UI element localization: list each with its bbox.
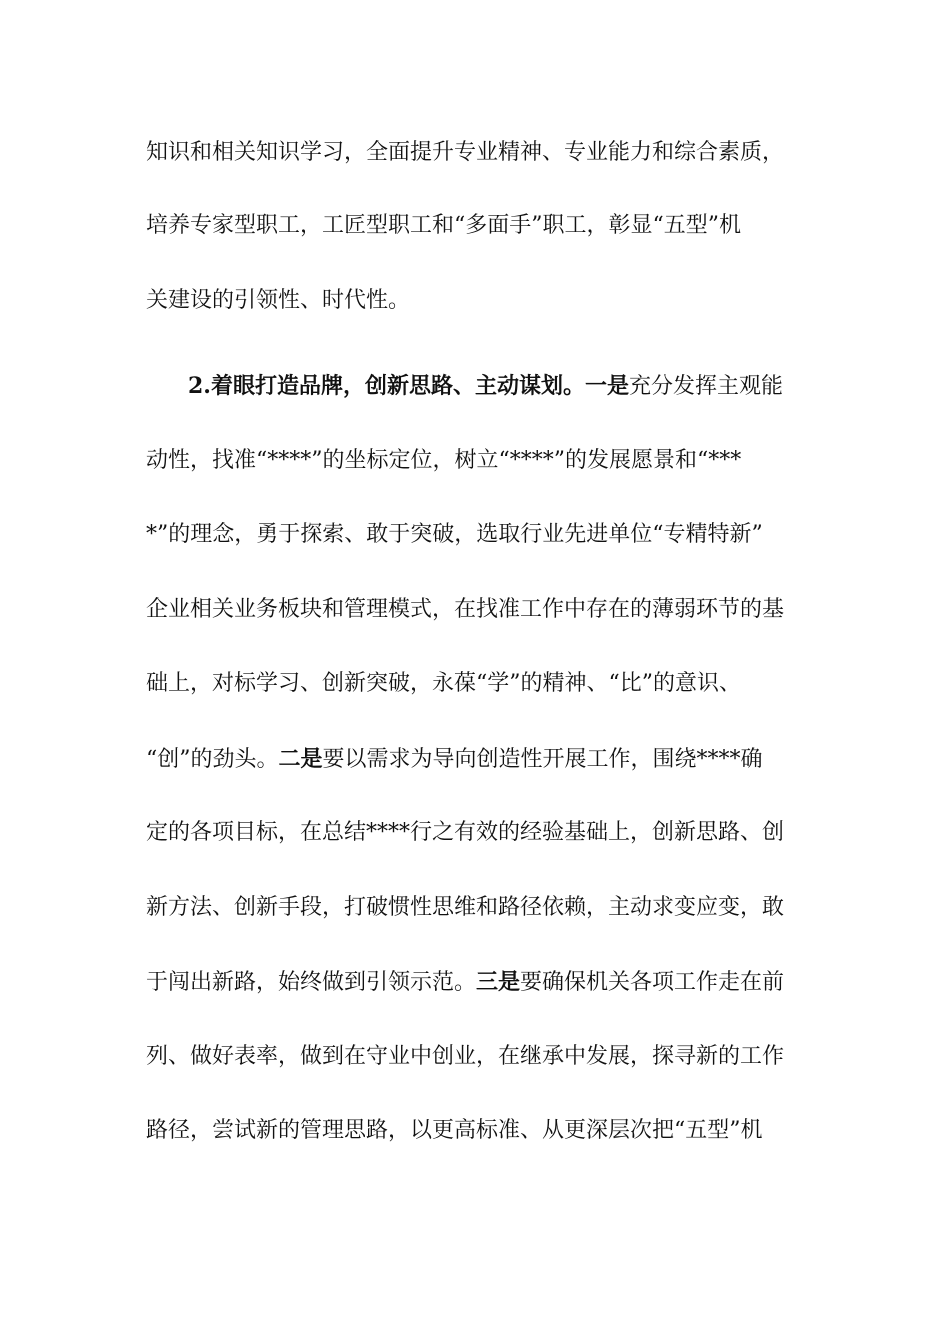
paragraph2-line9-start: 于闯出新路，始终做到引领示范。 [146,970,477,995]
paragraph1-line1: 知识和相关知识学习，全面提升专业精神、专业能力和综合素质， [146,140,785,165]
marker-second: 二是 [278,746,323,772]
paragraph2-line4: 企业相关业务板块和管理模式，在找准工作中存在的薄弱环节的基 [146,597,785,622]
paragraph2-line6 [146,744,806,775]
section-heading: 2.着眼打造品牌，创新思路、主动谋划。 [188,373,585,399]
marker-third: 三是 [476,969,521,995]
paragraph2-line5: 础上，对标学习、创新突破，永葆“学”的精神、“比”的意识、 [146,671,741,696]
paragraph2-line11: 路径，尝试新的管理思路，以更高标准、从更深层次把“五型”机 [146,1118,763,1143]
paragraph2-line1 [188,371,808,402]
paragraph2-line8: 新方法、创新手段，打破惯性思维和路径依赖，主动求变应变，敢 [146,895,785,920]
paragraph2-line7: 定的各项目标，在总结****行之有效的经验基础上，创新思路、创 [146,820,785,845]
paragraph2-line6-end: 要以需求为导向创造性开展工作，围绕****确 [322,747,763,772]
paragraph2-line10: 列、做好表率，做到在守业中创业，在继承中发展，探寻新的工作 [146,1044,785,1069]
paragraph2-line9-end: 要确保机关各项工作走在前 [520,970,785,995]
paragraph1-line2: 培养专家型职工，工匠型职工和“多面手”职工，彰显“五型”机 [146,213,741,238]
paragraph2-line3: *”的理念，勇于探索、敢于突破，选取行业先进单位“专精特新” [146,522,763,547]
paragraph2-line1-text: 充分发挥主观能 [628,374,783,399]
paragraph2-line6-start: “创”的劲头。 [146,747,279,772]
paragraph2-line9 [146,967,806,998]
paragraph1-line3: 关建设的引领性、时代性。 [146,288,411,313]
marker-first: 一是 [584,373,629,399]
paragraph2-line2: 动性，找准“****”的坐标定位，树立“****”的发展愿景和“*** [146,448,742,473]
